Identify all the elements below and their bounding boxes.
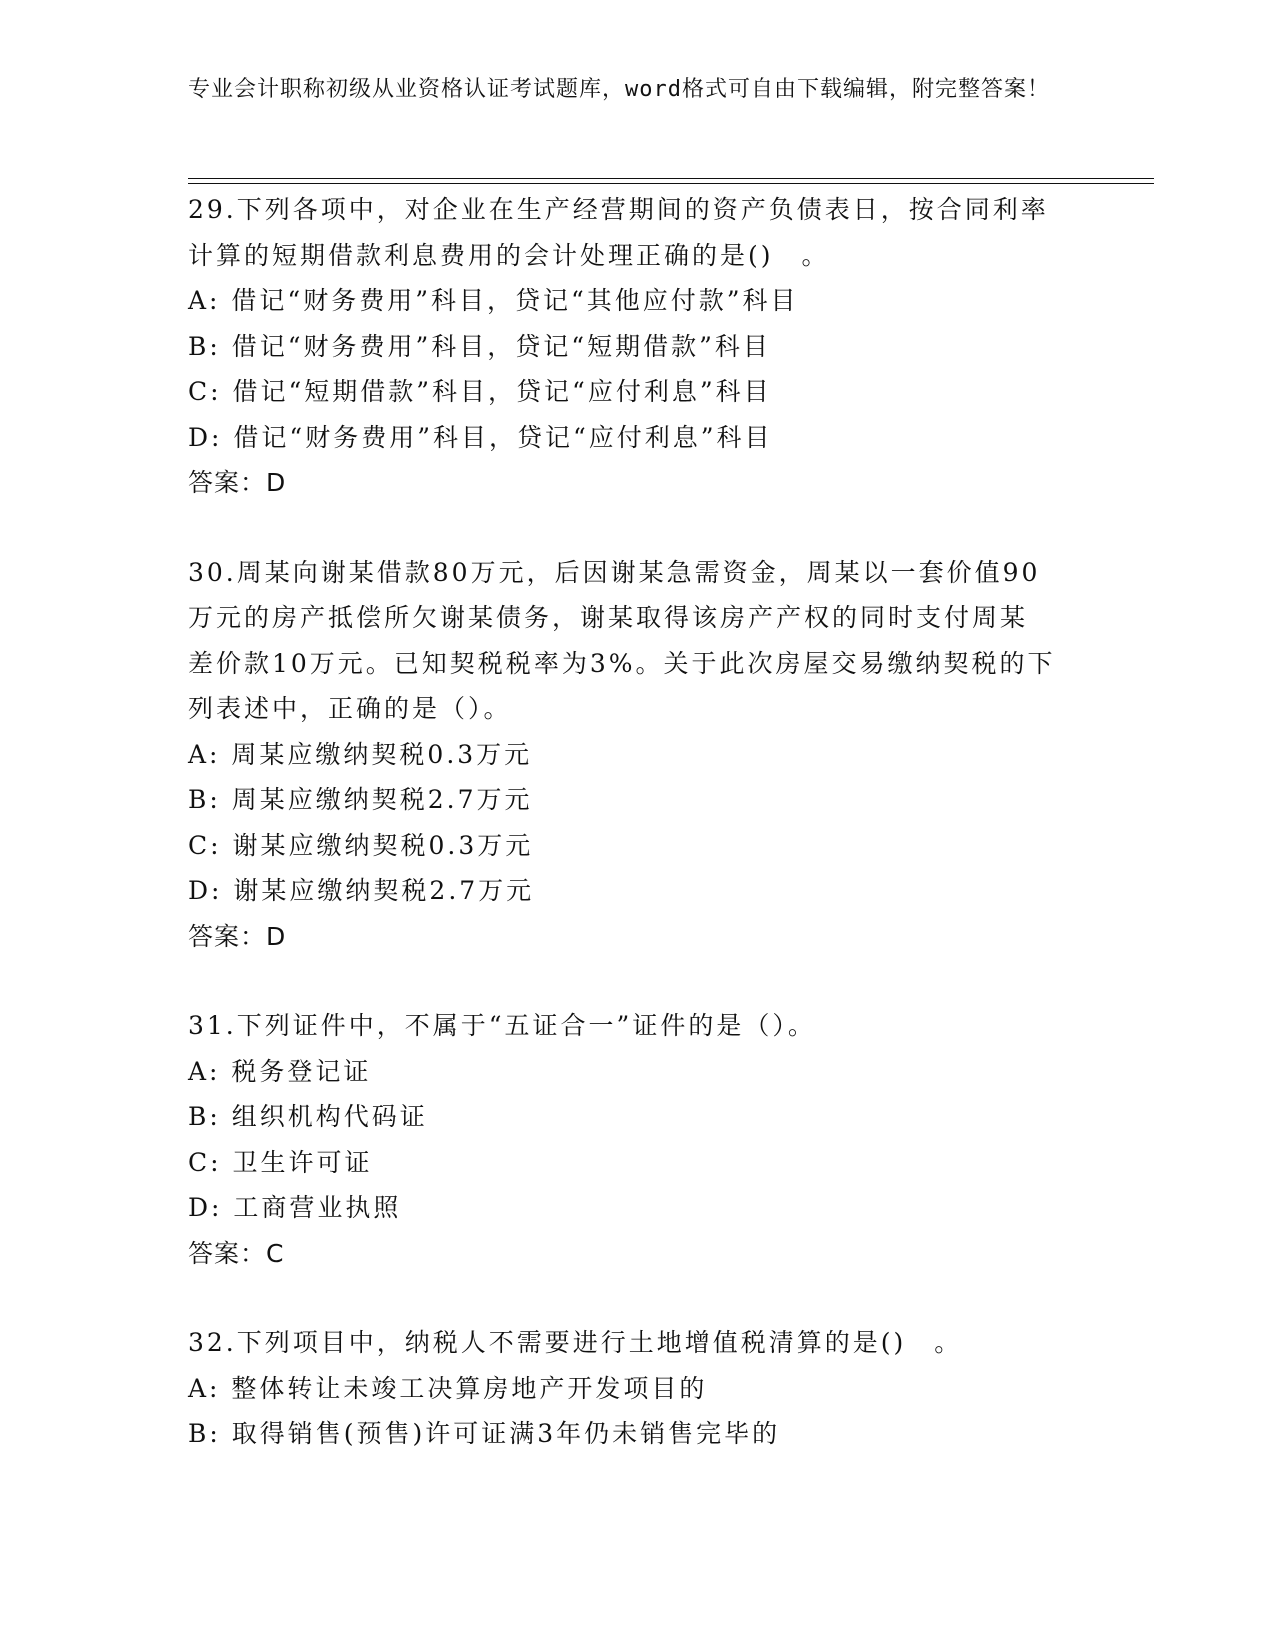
question-stem-line: 差价款10万元。已知契税税率为3%。关于此次房屋交易缴纳契税的下 <box>188 648 1056 678</box>
question-stem-line: 列表述中，正确的是（）。 <box>188 694 512 723</box>
option-a: A: 周某应缴纳契税0.3万元 <box>188 739 533 769</box>
option-d: D: 谢某应缴纳契税2.7万元 <box>188 876 535 905</box>
question-stem-line: 32.下列项目中，纳税人不需要进行土地增值税清算的是() 。 <box>188 1328 963 1357</box>
question-stem-line: 31.下列证件中，不属于“五证合一”证件的是（）。 <box>188 1011 816 1040</box>
option-a: A: 借记“财务费用”科目，贷记“其他应付款”科目 <box>188 286 799 315</box>
answer-line: 答案：C <box>188 1238 285 1268</box>
answer-line: 答案：D <box>188 468 287 497</box>
option-c: C: 卫生许可证 <box>188 1147 373 1177</box>
option-a: A: 税务登记证 <box>188 1056 372 1086</box>
question-list <box>188 187 1088 1457</box>
option-d: D: 借记“财务费用”科目，贷记“应付利息”科目 <box>188 422 773 452</box>
question-29 <box>188 187 1088 506</box>
header-rule-top <box>188 178 1154 179</box>
option-d: D: 工商营业执照 <box>188 1193 402 1222</box>
option-b: B: 组织机构代码证 <box>188 1102 428 1131</box>
document-header: 专业会计职称初级从业资格认证考试题库，word格式可自由下载编辑，附完整答案！ <box>188 77 1050 102</box>
question-30 <box>188 550 1088 960</box>
question-stem-line: 30.周某向谢某借款80万元，后因谢某急需资金，周某以一套价值90 <box>188 557 1041 587</box>
option-b: B: 周某应缴纳契税2.7万元 <box>188 785 533 814</box>
question-32 <box>188 1320 1088 1457</box>
option-b: B: 取得销售(预售)许可证满3年仍未销售完毕的 <box>188 1419 781 1448</box>
question-31 <box>188 1003 1088 1276</box>
option-c: C: 谢某应缴纳契税0.3万元 <box>188 830 534 860</box>
option-a: A: 整体转让未竣工决算房地产开发项目的 <box>188 1373 708 1403</box>
option-c: C: 借记“短期借款”科目，贷记“应付利息”科目 <box>188 377 772 406</box>
option-b: B: 借记“财务费用”科目，贷记“短期借款”科目 <box>188 331 771 361</box>
answer-line: 答案：D <box>188 921 287 951</box>
header-rule-bottom <box>188 183 1154 184</box>
question-stem-line: 万元的房产抵偿所欠谢某债务，谢某取得该房产产权的同时支付周某 <box>188 603 1029 632</box>
question-stem-line: 计算的短期借款利息费用的会计处理正确的是() 。 <box>188 240 830 270</box>
question-stem-line: 29.下列各项中，对企业在生产经营期间的资产负债表日，按合同利率 <box>188 195 1049 224</box>
